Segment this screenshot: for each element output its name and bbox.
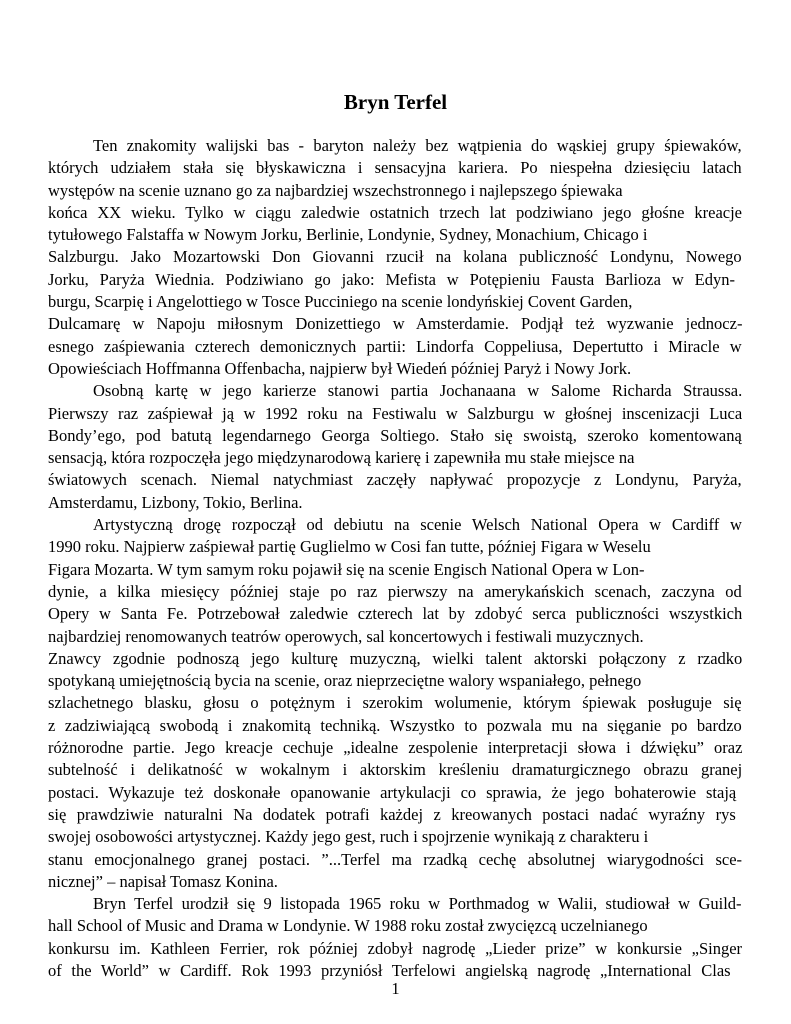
- text-line: występów na scenie uznano go za najbardziej wszechstronnego i najlepszego śpiewaka: [48, 180, 623, 200]
- text-line: dynie, a kilka miesięcy później staje po raz pierwszy na amerykańskich scenach, zaczyna od: [48, 581, 742, 601]
- text-line: szlachetnego blasku, głosu o potężnym i szerokim wolumenie, którym śpiewak posługuje się: [48, 693, 742, 713]
- text-line: Bryn Terfel urodził się 9 listopada 1965 roku w Porthmadog w Walii, studiował w Guild-: [93, 894, 742, 914]
- document-body: [48, 135, 742, 982]
- text-line: spotykaną umiejętnością bycia na scenie, oraz nieprzeciętne walory wspaniałego, pełnego: [48, 671, 642, 691]
- text-line: 1990 roku. Najpierw zaśpiewał partię Guglielmo w Cosi fan tutte, później Figara w Weselu: [48, 537, 651, 557]
- text-line: Znawcy zgodnie podnoszą jego kulturę muzyczną, wielki talent aktorski połączony z rzadko: [48, 648, 743, 668]
- text-line: Dulcamarę w Napoju miłosnym Donizettiego w Amsterdamie. Podjął też wyzwanie jednocz-: [48, 314, 743, 334]
- text-line: z zadziwiającą swobodą i znakomitą techniką. Wszystko to pozwala mu na sięganie po bardzo: [48, 715, 742, 735]
- text-line: subtelność i delikatność w wokalnym i aktorskim kreśleniu dramaturgicznego obrazu granej: [48, 760, 743, 780]
- document-title: Bryn Terfel: [343, 90, 448, 114]
- text-line: Salzburgu. Jako Mozartowski Don Giovanni rzucił na kolana publiczność Londynu, Nowego: [48, 247, 742, 267]
- text-line: których udziałem stała się błyskawiczna i sensacyjna kariera. Po niespełna dziesięciu latach: [48, 158, 742, 178]
- text-line: tytułowego Falstaffa w Nowym Jorku, Berlinie, Londynie, Sydney, Monachium, Chicago i: [48, 225, 648, 245]
- text-line: Ten znakomity walijski bas - baryton należy bez wątpienia do wąskiej grupy śpiewaków,: [93, 136, 742, 155]
- text-line: Pierwszy raz zaśpiewał ją w 1992 roku na Festiwalu w Salzburgu w głośnej inscenizacji Luca: [48, 403, 743, 423]
- text-line: końca XX wieku. Tylko w ciągu zaledwie ostatnich trzech lat podziwiano jego głośne kreacje: [48, 202, 742, 222]
- text-line: swojej osobowości artystycznej. Każdy jego gest, ruch i spojrzenie wynikają z charakteru i: [48, 827, 649, 847]
- text-line: konkursu im. Kathleen Ferrier, rok później zdobył nagrodę „Lieder prize” w konkursie „Singer: [48, 938, 743, 958]
- page-number: 1: [391, 979, 400, 998]
- text-line: światowych scenach. Niemal natychmiast zaczęły napływać propozycje z Londynu, Paryża,: [48, 470, 742, 490]
- text-line: najbardziej renomowanych teatrów operowych, sal koncertowych i festiwali muzycznych.: [48, 626, 644, 646]
- text-line: Opowieściach Hoffmanna Offenbacha, najpierw był Wiedeń później Paryż i Nowy Jork.: [48, 358, 632, 378]
- text-line: stanu emocjonalnego granej postaci. ”...Terfel ma rzadką cechę absolutnej wiarygodności sce-: [48, 849, 743, 869]
- text-line: esnego zaśpiewania czterech demonicznych partii: Lindorfa Coppeliusa, Depertutto i Miracle w: [48, 336, 742, 356]
- text-line: Figara Mozarta. W tym samym roku pojawił się na scenie Engisch National Opera w Lon-: [48, 559, 645, 579]
- text-line: sensacją, która rozpoczęła jego międzynarodową karierę i zapewniła mu stałe miejsce na: [48, 448, 635, 468]
- text-line: Osobną kartę w jego karierze stanowi partia Jochanaana w Salome Richarda Straussa.: [93, 381, 743, 401]
- text-line: różnorodne partie. Jego kreacje cechuje „idealne zespolenie interpretacji słowa i dźwięku” oraz: [48, 738, 743, 758]
- text-line: of the World” w Cardiff. Rok 1993 przyniósł Terfelowi angielską nagrodę „International Clas: [48, 960, 731, 980]
- text-line: burgu, Scarpię i Angelottiego w Tosce Pucciniego na scenie londyńskiej Covent Garden,: [48, 292, 633, 312]
- text-line: postaci. Wykazuje też doskonałe opanowanie artykulacji co sprawia, że jego bohaterowie stają: [48, 782, 737, 802]
- text-line: Bondy’ego, pod batutą legendarnego Georga Soltiego. Stało się swoistą, szeroko komentowaną: [48, 425, 742, 445]
- text-line: Artystyczną drogę rozpoczął od debiutu na scenie Welsch National Opera w Cardiff w: [93, 515, 742, 535]
- text-line: się prawdziwie naturalni Na dodatek potrafi każdej z kreowanych postaci nadać wyraźny rys: [48, 804, 736, 824]
- text-line: Jorku, Paryża Wiednia. Podziwiano go jako: Mefista w Potępieniu Fausta Barlioza w Edyn-: [48, 269, 735, 289]
- text-line: hall School of Music and Drama w Londynie. W 1988 roku został zwycięzcą uczelnianego: [48, 916, 648, 936]
- text-line: Amsterdamu, Lizbony, Tokio, Berlina.: [48, 492, 303, 512]
- text-line: nicznej” – napisał Tomasz Konina.: [48, 871, 278, 891]
- text-line: Opery w Santa Fe. Potrzebował zaledwie czterech lat by zdobyć serca publiczności wszystkich: [48, 604, 743, 624]
